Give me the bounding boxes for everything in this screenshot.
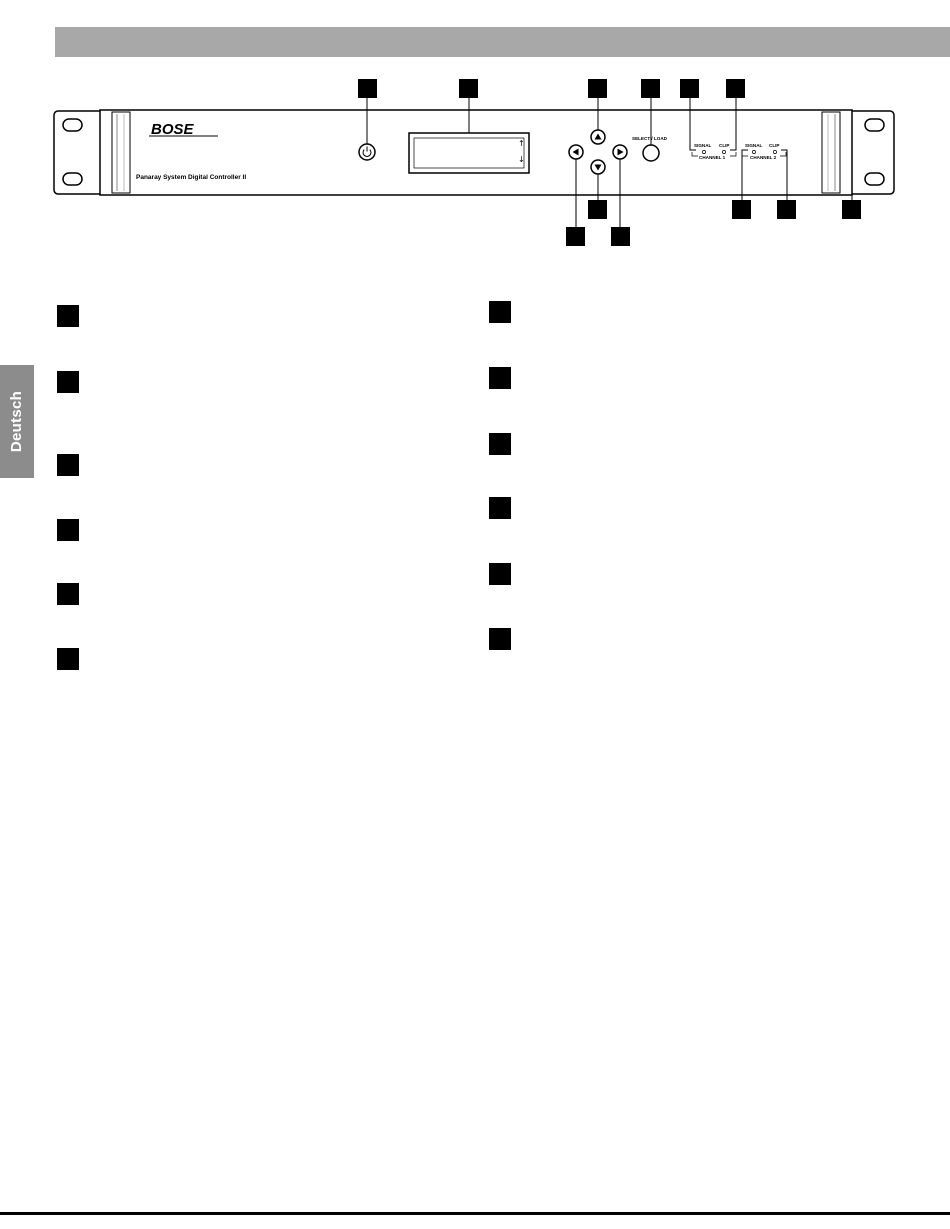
power-button[interactable] [359,144,375,160]
list-marker [489,563,511,585]
list-marker [489,628,511,650]
callout-ch2-signal [732,200,751,219]
ch2-signal-led [752,150,755,153]
callout-left [566,227,585,246]
callout-select-load [641,79,660,98]
front-panel-illustration [0,0,950,260]
list-marker [489,301,511,323]
right-button[interactable] [613,145,627,159]
callout-right [611,227,630,246]
lcd-up-arrow-icon: ↑ [518,139,525,148]
ch2-channel-label: CHANNEL 2 [750,155,777,160]
list-marker [57,583,79,605]
lcd-display [409,133,529,173]
list-marker [57,371,79,393]
select-load-button[interactable] [643,145,659,161]
lcd-down-arrow-icon: ↓ [518,155,525,164]
list-marker [489,367,511,389]
callout-power [358,79,377,98]
up-button[interactable] [591,130,605,144]
callout-display [459,79,478,98]
bose-logo: BOSE [151,121,194,138]
callout-ch1-signal [680,79,699,98]
ch2-clip-led [773,150,776,153]
language-tab-label: Deutsch [8,390,26,453]
ch2-clip-label: CLIP [769,143,780,148]
callout-handle [842,200,861,219]
callout-down [588,200,607,219]
select-load-label: SELECT / LOAD [632,136,667,141]
model-label: Panaray System Digital Controller II [136,174,247,181]
list-marker [57,454,79,476]
ch1-clip-label: CLIP [719,143,730,148]
ch1-clip-led [722,150,725,153]
callout-ch1-clip [726,79,745,98]
ch2-signal-label: SIGNAL [745,143,763,148]
list-marker [57,519,79,541]
down-button[interactable] [591,160,605,174]
list-marker [489,497,511,519]
list-marker [57,305,79,327]
ch1-channel-label: CHANNEL 1 [699,155,726,160]
list-marker [489,433,511,455]
callout-up [588,79,607,98]
list-marker [57,648,79,670]
ch1-signal-label: SIGNAL [694,143,712,148]
ch1-signal-led [702,150,705,153]
left-handle [112,112,130,193]
language-tab [0,365,34,478]
left-button[interactable] [569,145,583,159]
callout-ch2-clip [777,200,796,219]
footer-rule [0,1212,950,1215]
right-handle [822,112,840,193]
